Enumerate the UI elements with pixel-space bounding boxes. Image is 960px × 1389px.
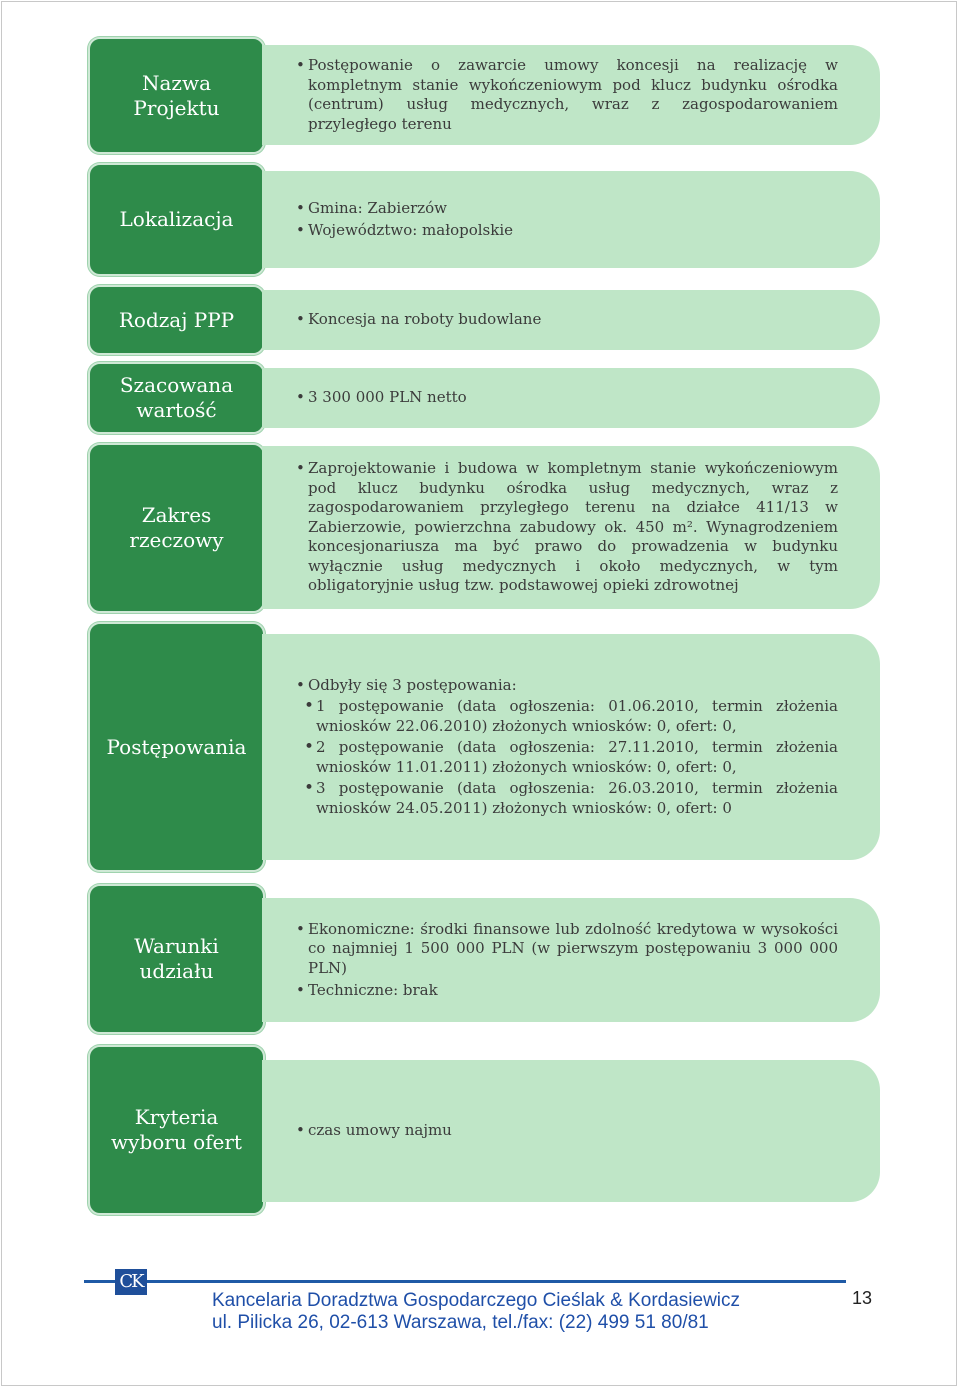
list-item: • Ekonomiczne: środki finansowe lub zdolność kredytowa w wysokości co najmniej 1 500 000 PLN (w pierwszym postępowaniu 3 000 000 PLN) (296, 920, 838, 979)
label-lokalizacja (88, 163, 265, 276)
list-item: • Zaprojektowanie i budowa w kompletnym stanie wykończeniowym pod klucz budynku ośrodka usług medycznych, wraz z zagospodarowaniem przyległego terenu na działce 411/13 w Zabierzowie, powierzchna zabudowy ok. 450 m². Wynagrodzeniem koncesjonariusza ma być prawo do prowadzenia w budynku wyłącznie usług medycznych i około medycznych, w tym obligatoryjnie usług tzw. podstawowej opieki zdrowotnej (296, 459, 838, 596)
label-kryteria-wyboru-ofert (88, 1045, 265, 1215)
list-item: • Techniczne: brak (296, 981, 838, 1001)
content-warunki-udzialu (262, 898, 880, 1022)
label-zakres-rzeczowy (88, 443, 265, 613)
footer-company-name: Kancelaria Doradztwa Gospodarczego Cieślak & Kordasiewicz (212, 1290, 741, 1311)
label-text: Warunki udziału (134, 934, 219, 983)
content-nazwa-projektu (262, 45, 880, 145)
content-szacowana-wartosc (262, 368, 880, 428)
company-logo: CK (115, 1269, 147, 1295)
label-warunki-udzialu (88, 884, 265, 1034)
label-text: Szacowana wartość (119, 373, 234, 422)
label-szacowana-wartosc (88, 362, 265, 434)
content-lokalizacja (262, 171, 880, 268)
footer-divider (84, 1280, 846, 1283)
label-text: Zakres rzeczowy (129, 503, 224, 552)
label-text: Lokalizacja (119, 207, 234, 231)
sub-list-item: • 2 postępowanie (data ogłoszenia: 27.11.2010, termin złożenia wniosków 11.01.2011) złożonych wniosków: 0, ofert: 0, (296, 738, 838, 777)
page-number: 13 (852, 1288, 873, 1308)
label-postepowania (88, 622, 265, 872)
footer-address: ul. Pilicka 26, 02-613 Warszawa, tel./fax: (22) 499 51 80/81 (212, 1312, 709, 1333)
label-nazwa-projektu (88, 37, 265, 154)
list-item: • Postępowanie o zawarcie umowy koncesji na realizację w kompletnym stanie wykończeniowym pod klucz budynku ośrodka (centrum) usług medycznych, wraz z zagospodarowaniem przyległego terenu (296, 56, 838, 134)
label-text: Kryteria wyboru ofert (111, 1105, 242, 1154)
content-postepowania (262, 634, 880, 860)
sub-list-item: • 3 postępowanie (data ogłoszenia: 26.03.2010, termin złożenia wniosków 24.05.2011) złożonych wniosków: 0, ofert: 0 (296, 779, 838, 818)
content-kryteria-wyboru-ofert (262, 1060, 880, 1202)
label-text: Nazwa Projektu (133, 70, 220, 120)
list-item: • Odbyły się 3 postępowania: (296, 676, 838, 696)
list-item: • Koncesja na roboty budowlane (296, 310, 838, 330)
list-item: • czas umowy najmu (296, 1121, 838, 1141)
list-item: • Województwo: małopolskie (296, 221, 838, 241)
sub-list-item: • 1 postępowanie (data ogłoszenia: 01.06.2010, termin złożenia wniosków 22.06.2010) złożonych wniosków: 0, ofert: 0, (296, 697, 838, 736)
content-zakres-rzeczowy (262, 446, 880, 609)
content-rodzaj-ppp (262, 290, 880, 350)
list-item: • Gmina: Zabierzów (296, 199, 838, 219)
label-text: Postępowania (106, 734, 247, 759)
label-rodzaj-ppp (88, 285, 265, 355)
list-item: • 3 300 000 PLN netto (296, 388, 838, 408)
label-text: Rodzaj PPP (118, 307, 235, 332)
